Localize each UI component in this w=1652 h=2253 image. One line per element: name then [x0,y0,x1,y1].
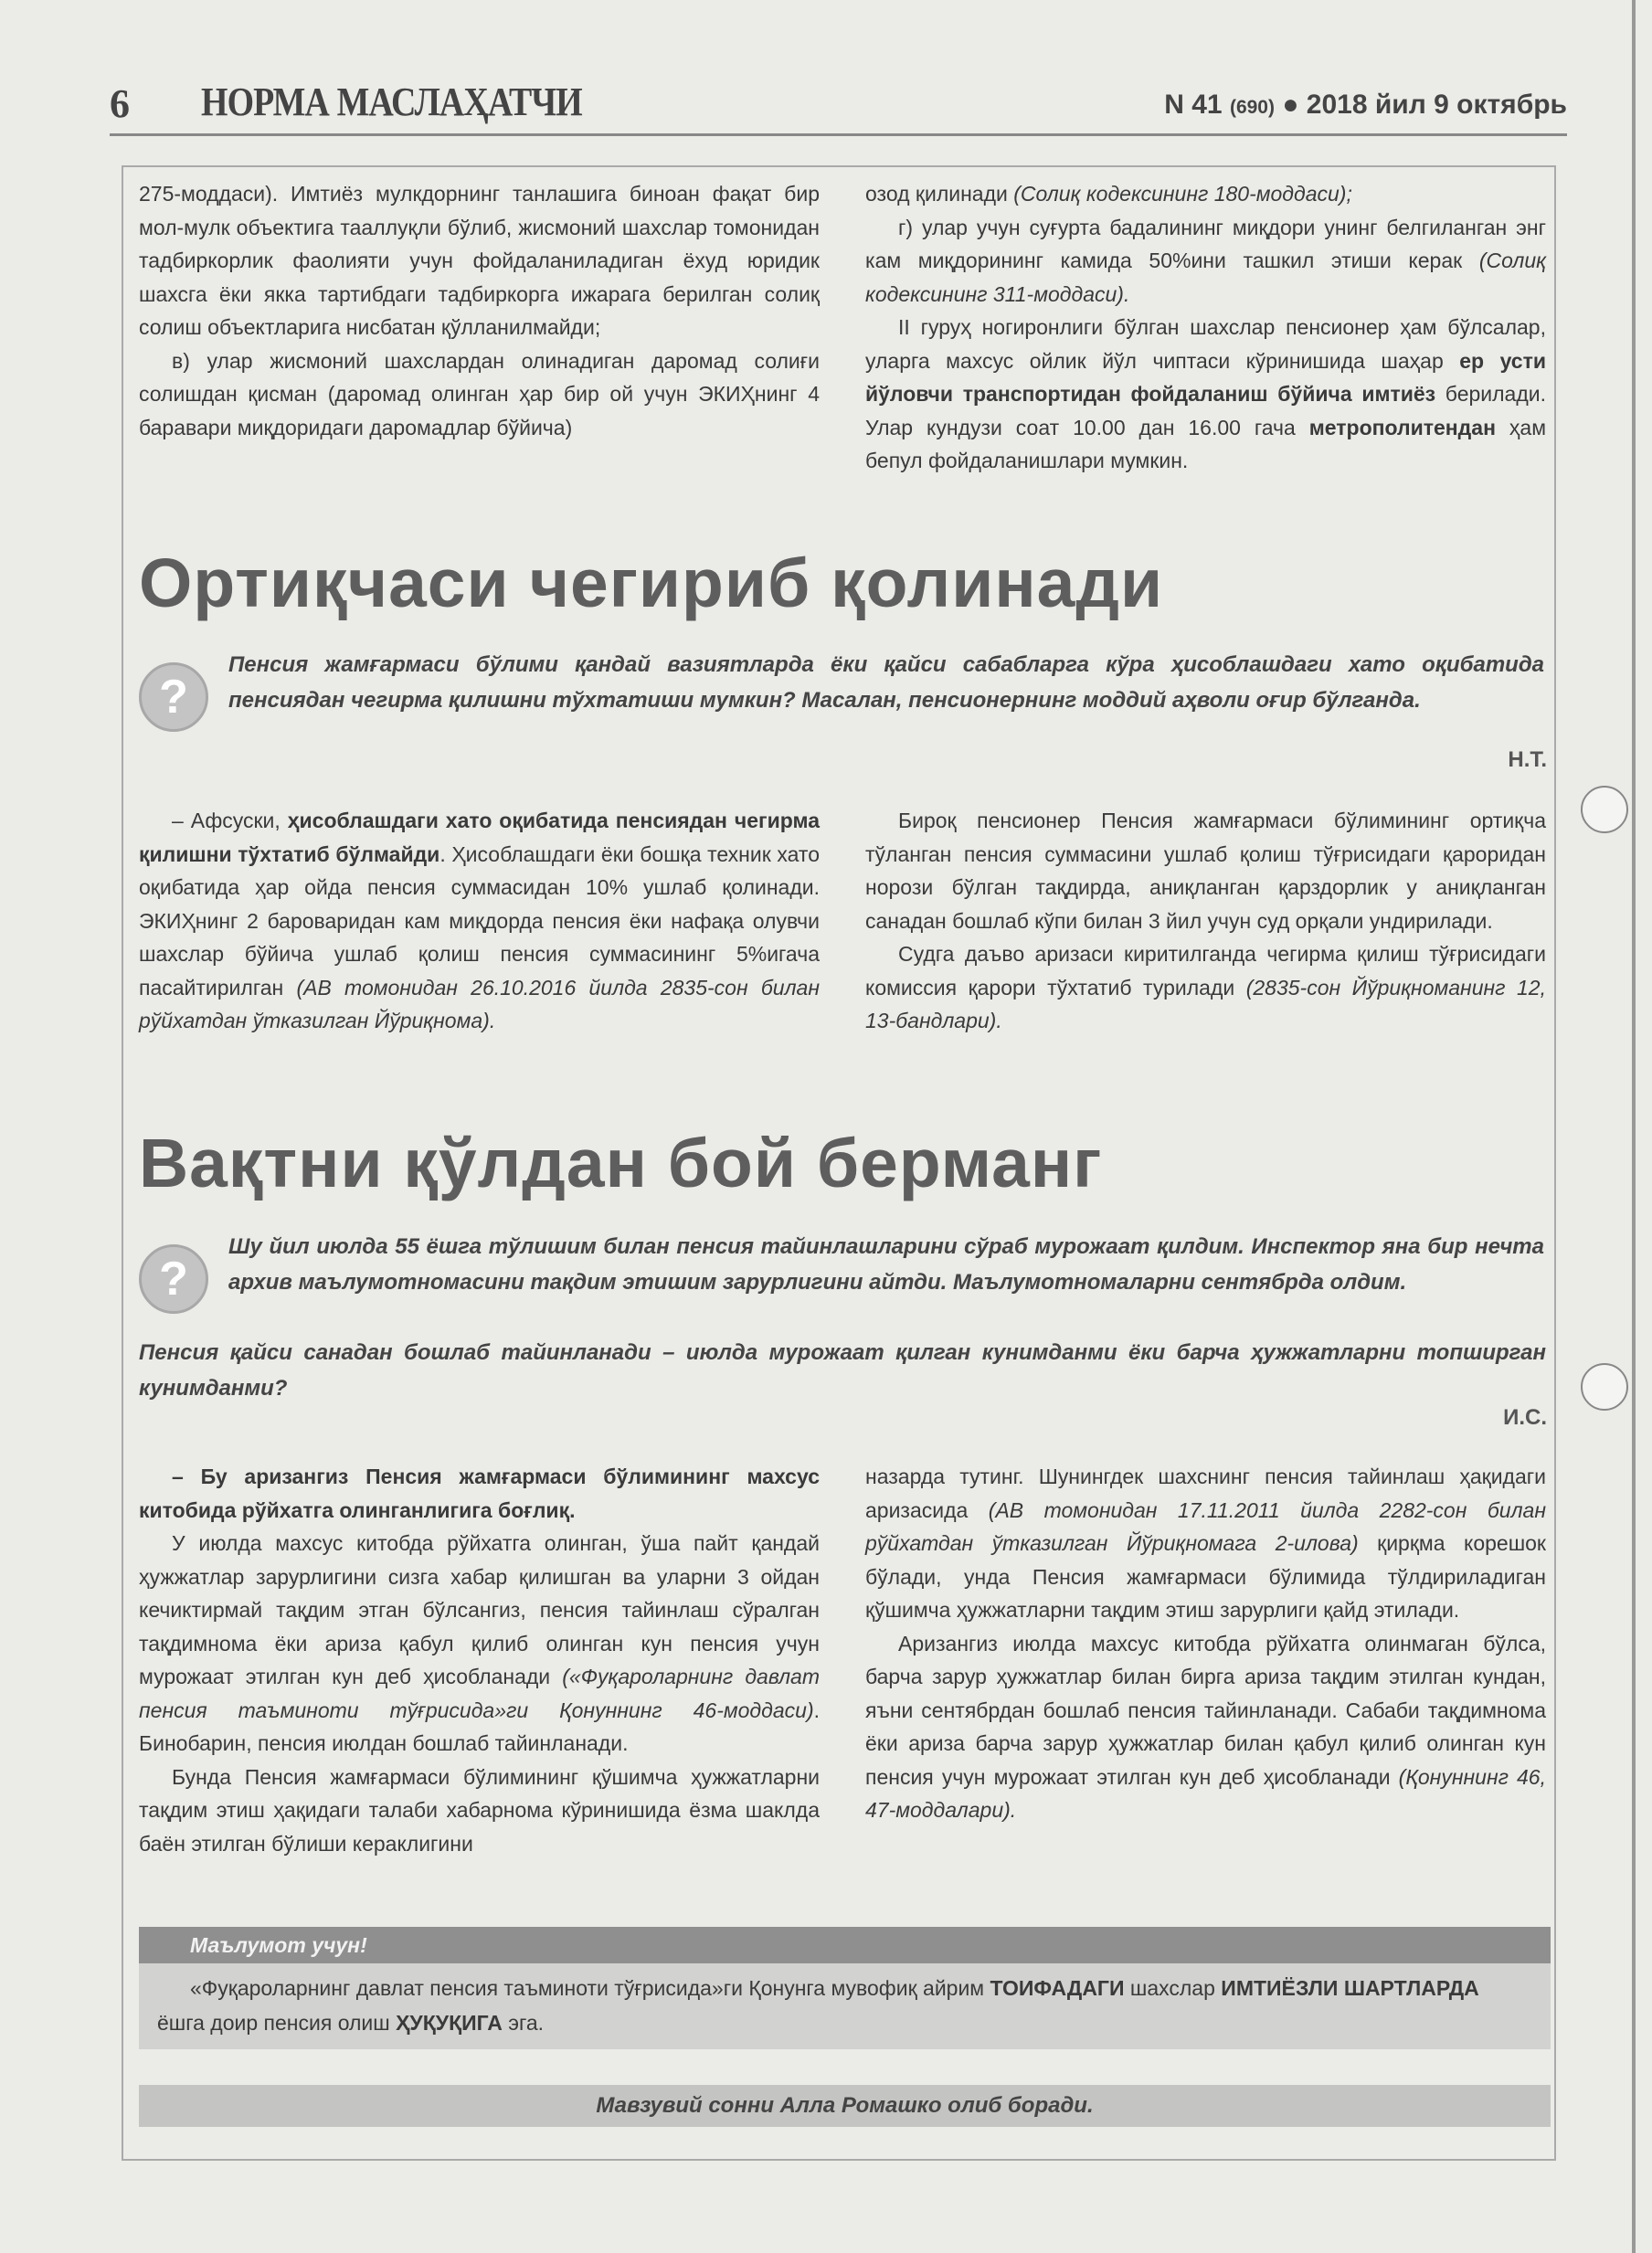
article-2-right-text-2a: Аризангиз июлда махсус китобда рўйхатга олинмаган бўлса, барча зарур ҳужжатлар билан бирга ариза тақдим этилган кундан, яъни сентябрдан бошлаб пенсия тайинланади. Сабаби тақдимнома ёки ариза барча зарур ҳужжатлар билан қабул қилиб олинган кун пенсия учун мурожаат этилган кун деб ҳисобланади [865,1631,1546,1789]
editor-credit: Мавзувий сонни Алла Ромашко олиб боради. [139,2085,1551,2127]
instruction-ref-2282: (АВ томонидан 17.11.2011 йилда 2282-сон билан рўйхатдан ўтказилган Йўриқномага 2-илова) [865,1497,1546,1555]
article-1-right-paragraph-1: Бироқ пенсионер Пенсия жамғармаси бўлимининг ортиқча тўланган пенсия суммасини ушлаб қолиш тўғрисидаги қароридан норози бўлган тақдирда, аниқланган қарздорлик у аниқланган санадан бошлаб кўпи билан 3 йил учун суд орқали ундирилади. [865,809,1546,933]
article-2-initials: И.С. [1503,1405,1547,1430]
question-mark-icon: ? [139,662,208,732]
article-2-question-1: Шу йил июлда 55 ёшга тўлишим билан пенсия тайинлашларини сўраб мурожаат қилдим. Инспектор яна бир нечта архив маълумотномасини тақдим этишим зарурлигини айтди. Маълумотномаларни сентябрда олдим. [228,1234,1544,1295]
top-right-column [865,177,1546,478]
law-ref-46: («Фуқароларнинг давлат пенсия таъминоти тўғрисида»ги Қонуннинг 46-моддаси) [139,1665,820,1722]
top-left-paragraph-2 [139,344,820,445]
publication-title: НОРМА МАСЛАҲАТЧИ [201,79,582,124]
article-2-left-paragraph-2 [139,1527,820,1761]
law-ref-46-47: (Қонуннинг 46, 47-моддалари). [865,1764,1546,1822]
top-right-paragraph-1 [865,177,1546,211]
info-box-title: Маълумот учун! [139,1927,1551,1963]
transport-benefit-bold: ер усти йўловчи транспортидан фойдаланиш бўйича имтиёз [865,348,1546,406]
article-2-right-paragraph-1 [865,1460,1546,1627]
article-1-right-text-2: Судга даъво аризаси киритилганда чегирма қилиш тўғрисидаги комиссия қарори тўхтатиб турилади [865,942,1546,1000]
top-left-column [139,177,820,444]
article-2-right-text-1b: қирқма корешок бўлади, унда Пенсия жамғармаси бўлимида тўлдириладиган қўшимча ҳужжатларни тақдим этиш зарурлиги қайд этилади. [865,1531,1546,1622]
tax-code-ref-311: (Солиқ кодексининг 311-моддаси). [865,249,1546,306]
page-header [110,73,1567,136]
article-1-right-paragraph-2 [865,937,1546,1038]
article-1-initials: Н.Т. [1508,747,1547,772]
top-right-text-3b: берилади. Улар кундузи соат 10.00 дан 16.00 гача [865,382,1546,439]
top-right-text-2: г) улар учун суғурта бадалининг миқдори унинг белгиланган энг кам миқдорининг камида 50%ини ташкил этиши керак [865,215,1546,272]
top-right-paragraph-2 [865,211,1546,312]
answer-dash-text: – Афсуски, [172,809,288,832]
article-1-answer [139,804,820,1038]
page-number: 6 [110,81,130,126]
answer-bold: ҳисоблашдаги хато оқибатида пенсиядан чегирма қилишни тўхтатиб бўлмайди [139,809,821,866]
issue-date: ● 2018 йил 9 октябрь [1282,90,1567,120]
top-right-paragraph-3 [865,311,1546,478]
article-2-right-text-1a: назарда тутинг. Шунингдек шахснинг пенсия тайинлаш ҳақидаги аризасида [865,1465,1546,1522]
info-box-body [157,1971,1528,2040]
article-2-left-text-2a: У июлда махсус китобда рўйхатга олинган, ўша пайт қандай ҳужжатлар зарурлигини сизга хабар қилишган ва уларни 3 ойдан кечиктирмай тақдим этган бўлсангиз, пенсия тайинлаш сўралган тақдимнома ёки ариза қабул қилиб олинган кун пенсия учун мурожаат этилган кун деб ҳисобланади [139,1531,820,1688]
top-left-text-1: 275-моддаси). Имтиёз мулкдорнинг танлашига биноан фақат бир мол-мулк объектига тааллуқли бўлиб, жисмоний шахслар томонидан тадбиркорлик фаолияти учун фойдаланиладиган ёхуд юридик шахсга ёки якка тартибдаги тадбиркорга ижарага берилган солиқ солиш объектларига нисбатан қўлланилмайди; [139,182,820,339]
info-bold-category: ТОИФАДАГИ [990,1976,1125,2000]
article-1-right-column [865,804,1546,1038]
issue-number: N 41 [1164,90,1223,120]
question-mark-icon: ? [139,1244,208,1314]
punch-hole [1581,786,1628,833]
info-bold-conditions: ИМТИЁЗЛИ ШАРТЛАРДА [1221,1976,1479,2000]
top-right-text-3c: ҳам бепул фойдаланишлари мумкин. [865,415,1546,472]
article-2-left-column [139,1460,820,1860]
article-2-right-paragraph-2 [865,1627,1546,1827]
info-text-d: ёшга доир пенсия олиш [157,2011,397,2035]
top-left-paragraph-1 [139,177,820,344]
article-2-question-2: Пенсия қайси санадан бошлаб тайинланади – июлда мурожаат қилган кунимданми ёки барча ҳужжатларни топширган кунимданми? [139,1340,1546,1401]
article-2-left-text-2b: . Бинобарин, пенсия июлдан бошлаб тайинланади. [139,1698,820,1755]
top-left-text-2: в) улар жисмоний шахслардан олинадиган даромад солиғи солишдан қисман (даромад олинган ҳар бир ой учун ЭКИҲнинг 4 баравари миқдоридаги даромадлар бўйича) [139,348,820,439]
article-2-left-paragraph-3: Бунда Пенсия жамғармаси бўлимининг қўшимча ҳужжатларни тақдим этиш ҳақидаги талаби хабарнома кўринишида ёзма шаклда баён этилган бўлиши кераклигини [139,1764,820,1856]
scan-edge-line [1632,0,1636,2253]
article-1-left-column [139,804,820,1038]
info-box [139,1927,1551,2049]
article-2-heading: Вақтни қўлдан бой берманг [139,1125,1103,1201]
instruction-ref-2835: (АВ томонидан 26.10.2016 йилда 2835-сон билан рўйхатдан ўтказилган Йўриқнома). [139,975,820,1032]
issue-sub-number: (690) [1229,97,1275,118]
top-right-text-3a: II гуруҳ ногиронлиги бўлган шахслар пенсионер ҳам бўлсалар, уларга махсус ойлик йўл чиптаси кўринишида шаҳар [865,315,1546,373]
instruction-ref-2835-points: (2835-сон Йўриқноманинг 12, 13-бандлари). [865,975,1546,1032]
issue-info [1164,90,1567,121]
article-2-lead: – Бу аризангиз Пенсия жамғармаси бўлимининг махсус китобида рўйхатга олинганлигига боғлиқ. [139,1465,820,1522]
answer-body: . Ҳисоблашдаги ёки бошқа техник хато оқибатида ҳар ойда пенсия суммасидан 10% ушлаб қолинади. ЭКИҲнинг 2 бароваридан кам миқдорда пенсия ёки нафақа олувчи шахслар бўйича ушлаб қолиш пенсия суммасининг 5%игача пасайтирилган [139,841,820,1000]
top-right-text-1: озод қилинади [865,182,1014,206]
article-1-heading: Ортиқчаси чегириб қолинади [139,545,1164,621]
info-text-e: эга. [502,2011,545,2035]
info-bold-right: ҲУҚУҚИГА [396,2011,503,2035]
article-1-question: Пенсия жамғармаси бўлими қандай вазиятларда ёки қайси сабабларга кўра ҳисоблашдаги хато оқибатида пенсиядан чегирма қилишни тўхтатиши мумкин? Масалан, пенсионернинг моддий аҳволи оғир бўлганда. [228,652,1544,713]
info-text-c: шахслар [1124,1976,1222,2000]
tax-code-ref-180: (Солиқ кодексининг 180-моддаси); [1013,182,1352,206]
article-2-right-column [865,1460,1546,1827]
punch-hole [1581,1363,1628,1411]
info-text-a: «Фуқароларнинг давлат пенсия таъминоти тўғрисида»ги Қонунга мувофиқ айрим [190,1976,990,2000]
metro-bold: метрополитендан [1308,415,1496,439]
